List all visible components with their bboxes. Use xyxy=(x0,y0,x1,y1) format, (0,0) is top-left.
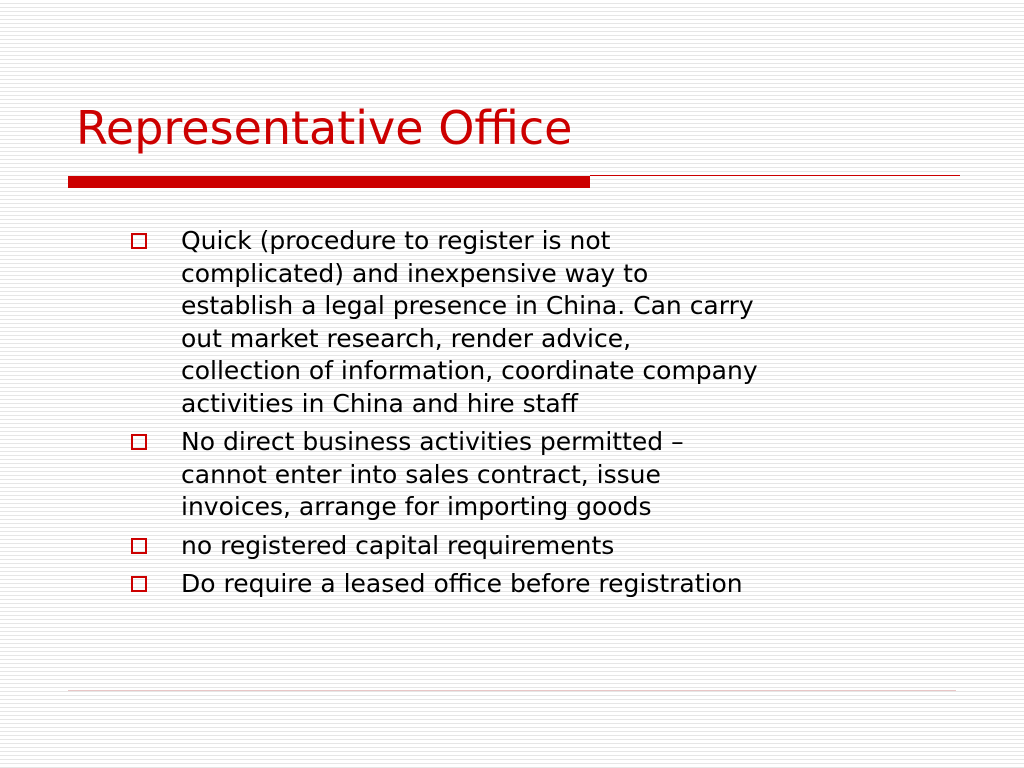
hollow-square-icon xyxy=(131,576,147,592)
bullet-text xyxy=(181,225,871,420)
bullet-text xyxy=(181,530,871,563)
bullet-item-2 xyxy=(127,426,887,524)
hollow-square-icon xyxy=(131,434,147,450)
bullet-item-4 xyxy=(127,568,887,601)
bullet-line: collection of information, coordinate company xyxy=(181,356,758,385)
bullet-line: complicated) and inexpensive way to xyxy=(181,258,649,288)
bullet-item-3 xyxy=(127,530,887,563)
footer-divider xyxy=(68,690,956,691)
bullet-line: establish a legal presence in China. Can carry xyxy=(181,291,754,320)
title-underline-thin xyxy=(590,175,960,176)
hollow-square-icon xyxy=(131,233,147,249)
bullet-text xyxy=(181,426,871,524)
bullet-line: out market research, render advice, xyxy=(181,323,632,353)
title-underline-thick xyxy=(68,176,590,188)
bullet-line: no registered capital requirements xyxy=(181,530,615,560)
bullet-line: Quick (procedure to register is not xyxy=(181,226,611,255)
hollow-square-icon xyxy=(131,538,147,554)
bullet-text xyxy=(181,568,871,601)
bullet-line: invoices, arrange for importing goods xyxy=(181,492,652,521)
bullet-item-1 xyxy=(127,225,887,420)
slide-title: Representative Office xyxy=(76,101,573,155)
bullet-line: activities in China and hire staff xyxy=(181,388,578,418)
bullet-line: No direct business activities permitted – xyxy=(181,427,684,456)
bullet-list xyxy=(127,225,887,607)
bullet-line: Do require a leased office before registration xyxy=(181,569,743,598)
bullet-line: cannot enter into sales contract, issue xyxy=(181,459,661,489)
